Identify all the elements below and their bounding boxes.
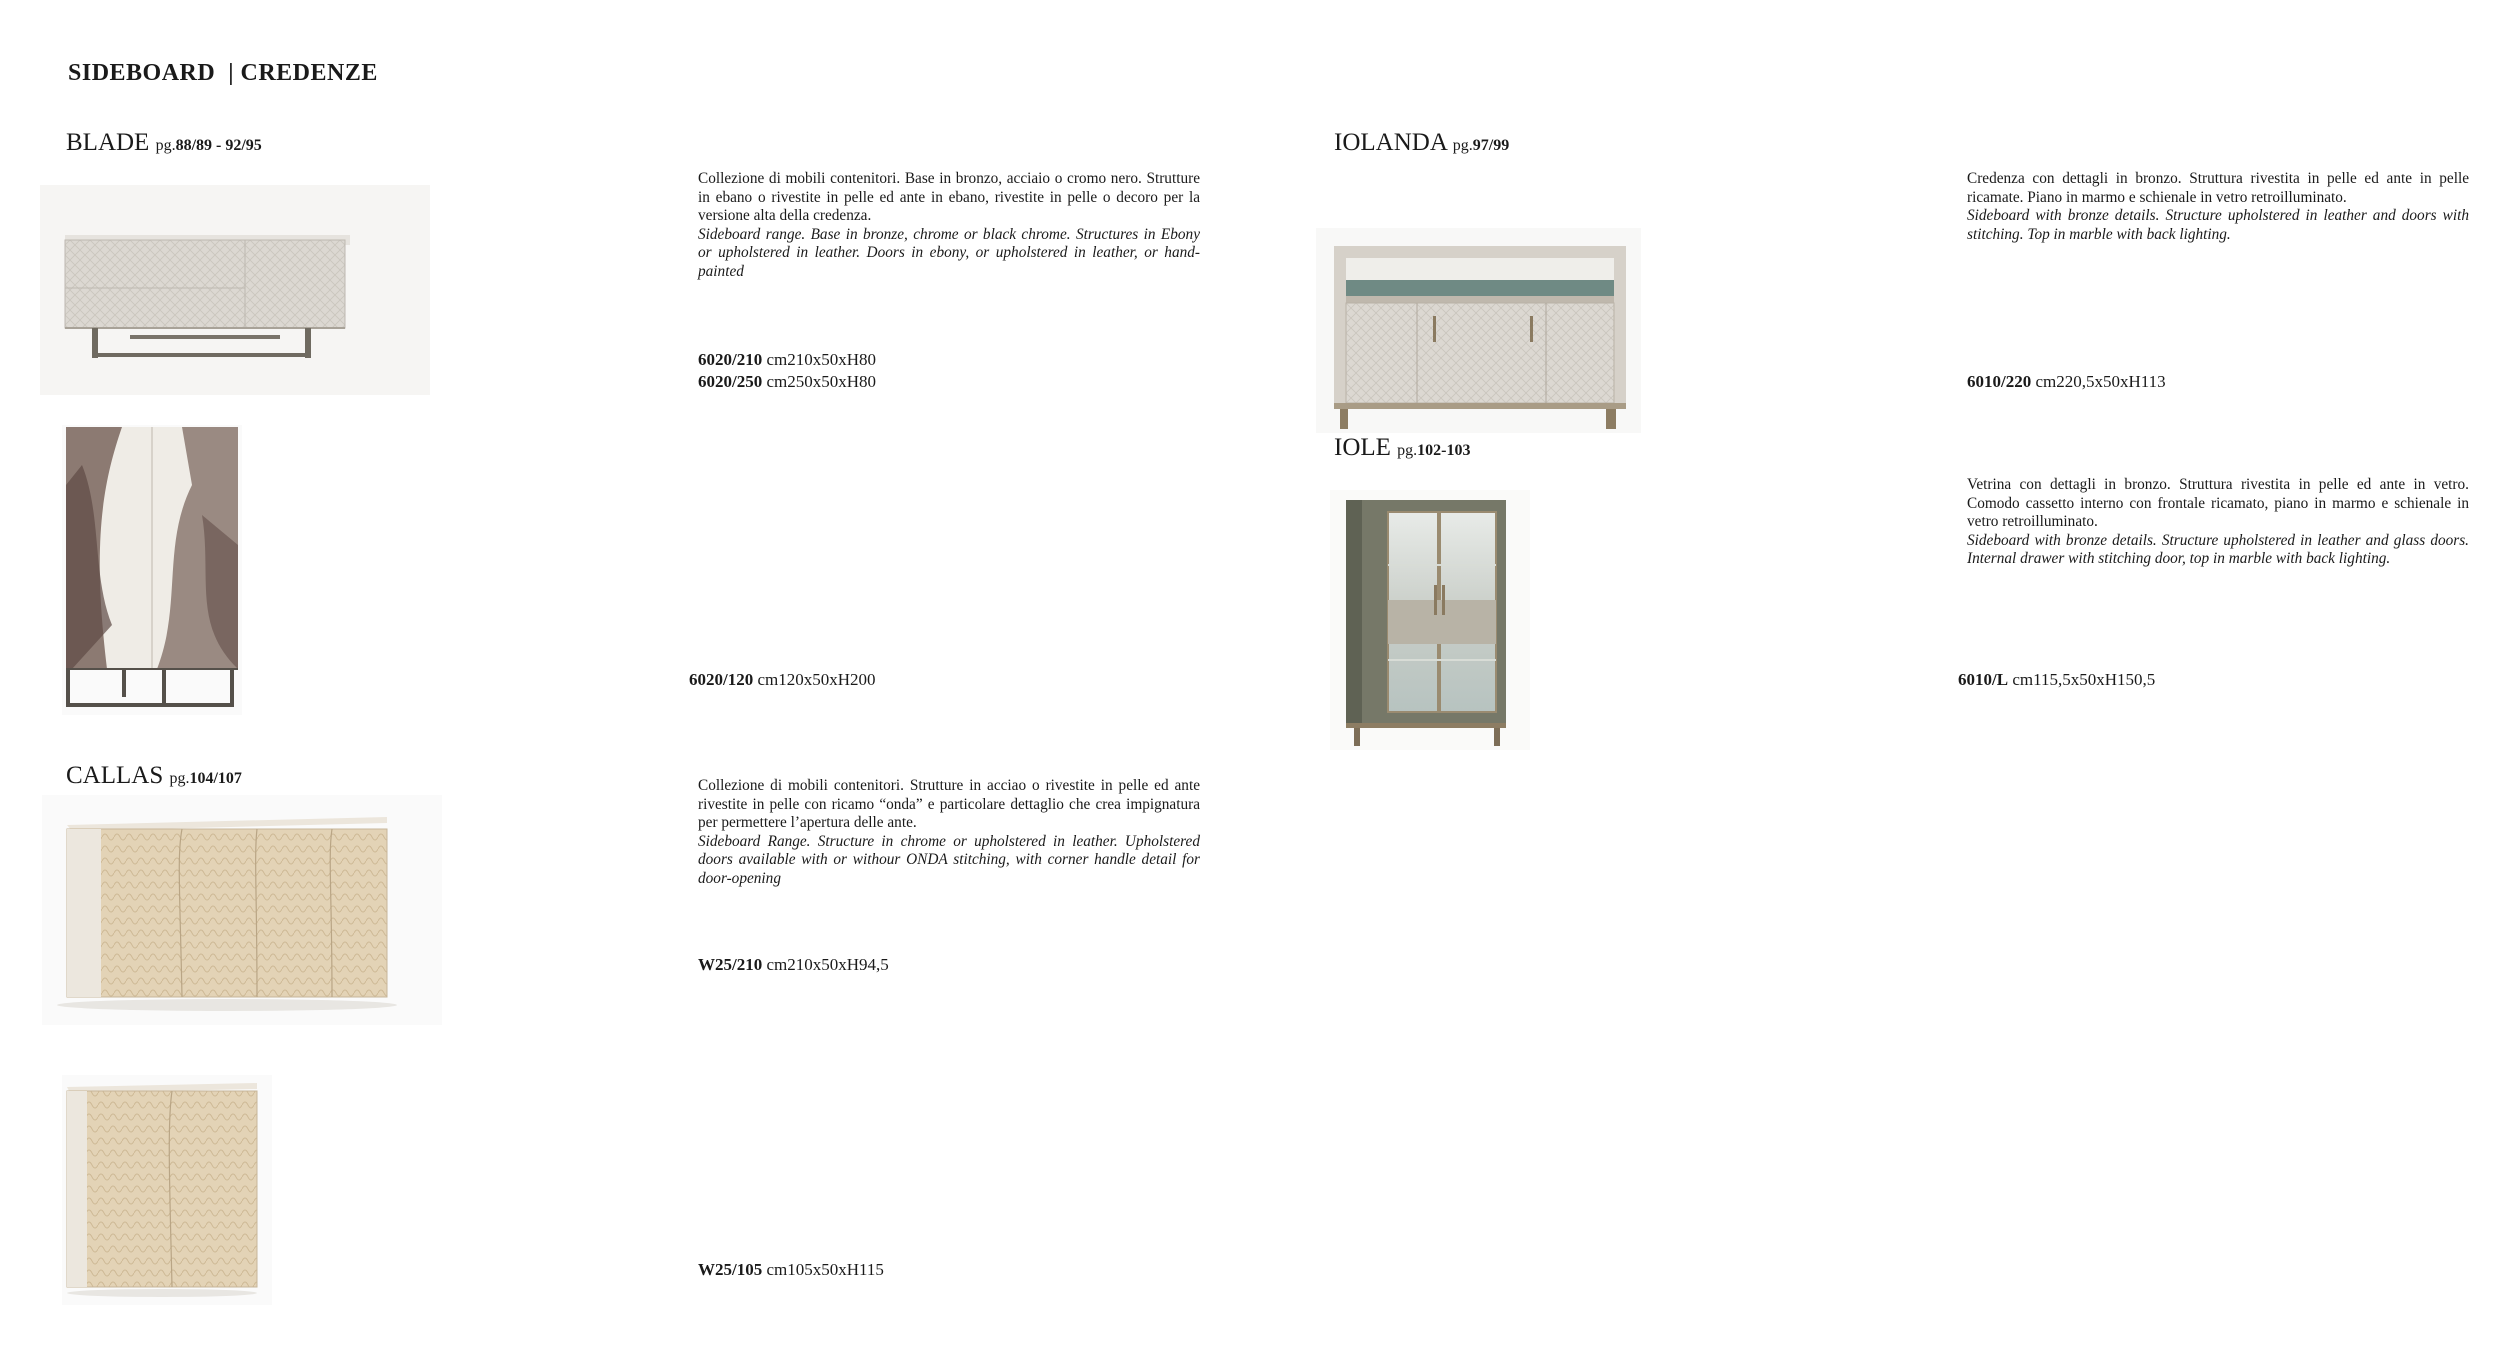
callas-desc-en: Sideboard Range. Structure in chrome or upholstered in leather. Upholstered doors available with or withour ONDA stitching, with corner handle detail for door-opening <box>698 832 1200 887</box>
page-title: SIDEBOARD | CREDENZE <box>68 60 378 86</box>
blade-code-row <box>698 349 876 371</box>
callas-name: CALLAS <box>66 762 164 789</box>
callas-code-row <box>698 954 889 976</box>
product-dimensions: cm210x50xH94,5 <box>766 955 889 974</box>
iolanda-pg-label: pg. <box>1452 137 1473 154</box>
iolanda-title <box>1334 130 1509 155</box>
iolanda-code-row <box>1967 371 2166 393</box>
blade-desc-en: Sideboard range. Base in bronze, chrome or black chrome. Structures in Ebony or upholstered in leather. Doors in ebony, or upholstered in leather, or hand-painted <box>698 225 1200 280</box>
product-code: 6010/L <box>1958 670 2009 689</box>
iole-code-row <box>1958 669 2155 691</box>
product-code: W25/105 <box>698 1260 763 1279</box>
iolanda-name: IOLANDA <box>1334 129 1447 156</box>
blade-name: BLADE <box>66 129 150 156</box>
iolanda-desc-it: Credenza con dettagli in bronzo. Struttura rivestita in pelle ed ante in pelle ricamate. Piano in marmo e schienale in vetro retroilluminato. <box>1967 170 2469 206</box>
iole-desc-it: Vetrina con dettagli in bronzo. Struttura rivestita in pelle ed ante in vetro. Comodo cassetto interno con frontale ricamato, piano in marmo e schienale in vetro retroilluminato. <box>1967 476 2469 531</box>
product-dimensions: cm220,5x50xH113 <box>2035 372 2166 391</box>
iole-vitrine-image <box>1330 490 1530 750</box>
product-code: 6020/210 <box>698 350 763 369</box>
iole-desc-en: Sideboard with bronze details. Structure upholstered in leather and glass doors. Internal drawer with stitching door, top in marble with back lighting. <box>1967 531 2469 568</box>
product-code: 6010/220 <box>1967 372 2032 391</box>
callas-desc-it: Collezione di mobili contenitori. Strutture in acciao o rivestite in pelle ed ante rivestite in pelle con ricamo “onda” e particolare dettaglio che crea impignatura per permettere l’apertura delle ante. <box>698 777 1200 832</box>
callas-description <box>698 777 1200 889</box>
iole-title <box>1334 435 1471 460</box>
callas-sideboard-image <box>42 795 442 1025</box>
product-dimensions: cm105x50xH115 <box>766 1260 884 1279</box>
blade-pages: 88/89 - 92/95 <box>175 137 262 154</box>
iolanda-description <box>1967 170 2469 244</box>
blade-pg-label: pg. <box>155 137 176 154</box>
product-dimensions: cm120x50xH200 <box>757 670 876 689</box>
blade-description <box>698 170 1200 282</box>
callas-pg-label: pg. <box>169 770 190 787</box>
product-dimensions: cm115,5x50xH150,5 <box>2012 670 2156 689</box>
iole-description <box>1967 476 2469 569</box>
callas-title <box>66 763 242 788</box>
iole-name: IOLE <box>1334 434 1391 461</box>
iolanda-pages: 97/99 <box>1472 137 1510 154</box>
blade-title <box>66 130 262 155</box>
product-code: 6020/120 <box>689 670 754 689</box>
blade-code-row <box>698 371 876 393</box>
product-dimensions: cm210x50xH80 <box>766 350 877 369</box>
iole-pages: 102-103 <box>1417 442 1471 459</box>
callas-pages: 104/107 <box>189 770 242 787</box>
blade-sideboard-image <box>40 185 430 395</box>
iolanda-desc-en: Sideboard with bronze details. Structure upholstered in leather and doors with stitching. Top in marble with back lighting. <box>1967 207 2469 243</box>
blade-tall-cabinet-image <box>62 425 242 715</box>
iolanda-sideboard-image <box>1316 228 1641 433</box>
iole-pg-label: pg. <box>1397 442 1418 459</box>
blade-desc-it: Collezione di mobili contenitori. Base in bronzo, acciaio o cromo nero. Strutture in ebano o rivestite in pelle ed ante in ebano, rivestite in pelle o decoro per la versione alta della credenza. <box>698 170 1200 225</box>
product-dimensions: cm250x50xH80 <box>766 372 877 391</box>
callas-small-cabinet-image <box>62 1075 272 1305</box>
product-code: W25/210 <box>698 955 763 974</box>
product-code: 6020/250 <box>698 372 763 391</box>
callas-small-code-row <box>698 1259 884 1281</box>
blade-tall-code-row <box>689 669 876 691</box>
